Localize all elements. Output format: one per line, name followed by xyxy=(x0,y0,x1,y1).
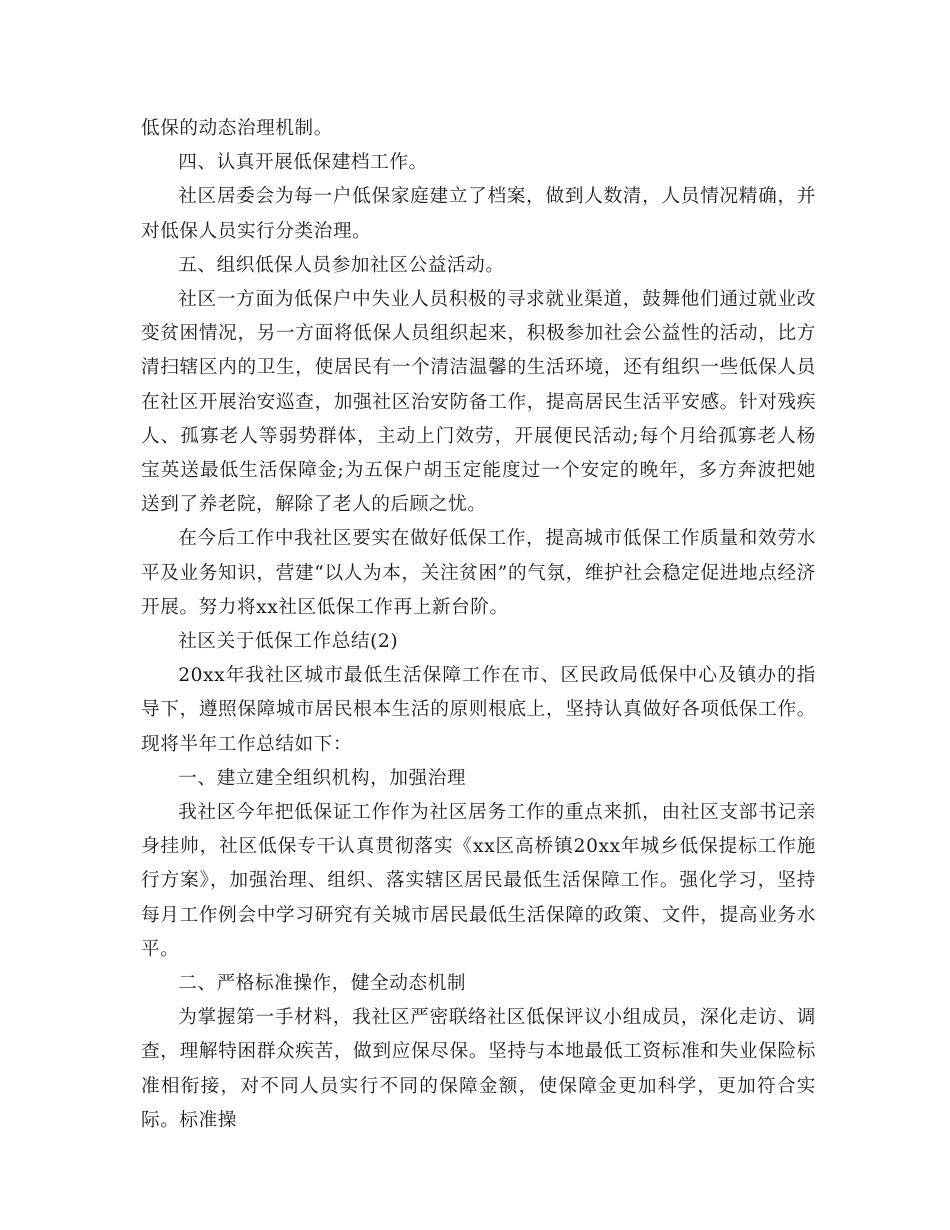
paragraph: 为掌握第一手材料，我社区严密联络社区低保评议小组成员，深化走访、调查，理解特困群众疾苦，做到应保尽保。坚持与本地最低工资标准和失业保险标准相衔接，对不同人员实行不同的保障金额，使保障金更加科学，更加符合实际。标准操 xyxy=(141,1007,816,1131)
document-body xyxy=(141,112,816,1138)
paragraph: 20xx年我社区城市最低生活保障工作在市、区民政局低保中心及镇办的指导下，遵照保障城市居民根本生活的原则根底上，坚持认真做好各项低保工作。现将半年工作总结如下： xyxy=(141,665,816,755)
paragraph: 在今后工作中我社区要实在做好低保工作，提高城市低保工作质量和效劳水平及业务知识，营建“以人为本，关注贫困”的气氛，维护社会稳定促进地点经济开展。努力将xx社区低保工作再上新台阶。 xyxy=(141,528,816,618)
section-heading-1: 一、建立建全组织机构，加强治理 xyxy=(178,767,467,789)
paragraph: 社区一方面为低保户中失业人员积极的寻求就业渠道，鼓舞他们通过就业改变贫困情况，另一方面将低保人员组织起来，积极参加社会公益性的活动，比方清扫辖区内的卫生，使居民有一个清洁温馨的生活环境，还有组织一些低保人员在社区开展治安巡查，加强社区治安防备工作，提高居民生活平安感。针对残疾人、孤寡老人等弱势群体，主动上门效劳，开展便民活动;每个月给孤寡老人杨宝英送最低生活保障金;为五保户胡玉定能度过一个安定的晚年，多方奔波把她送到了养老院，解除了老人的后顾之忧。 xyxy=(141,289,816,516)
paragraph: 社区居委会为每一户低保家庭建立了档案，做到人数清，人员情况精确，并对低保人员实行分类治理。 xyxy=(141,186,816,242)
section-heading-5: 五、组织低保人员参加社区公益活动。 xyxy=(178,254,505,276)
document-subtitle: 社区关于低保工作总结(2) xyxy=(178,631,399,653)
paragraph-continuation: 低保的动态治理机制。 xyxy=(141,118,333,139)
section-heading-2: 二、严格标准操作，健全动态机制 xyxy=(178,973,467,995)
section-heading-4: 四、认真开展低保建档工作。 xyxy=(178,152,428,174)
paragraph: 我社区今年把低保证工作作为社区居务工作的重点来抓，由社区支部书记亲身挂帅，社区低保专干认真贯彻落实《xx区高桥镇20xx年城乡低保提标工作施行方案》，加强治理、组织、落实辖区居民最低生活保障工作。强化学习，坚持每月工作例会中学习研究有关城市居民最低生活保障的政策、文件，提高业务水平。 xyxy=(141,802,816,960)
